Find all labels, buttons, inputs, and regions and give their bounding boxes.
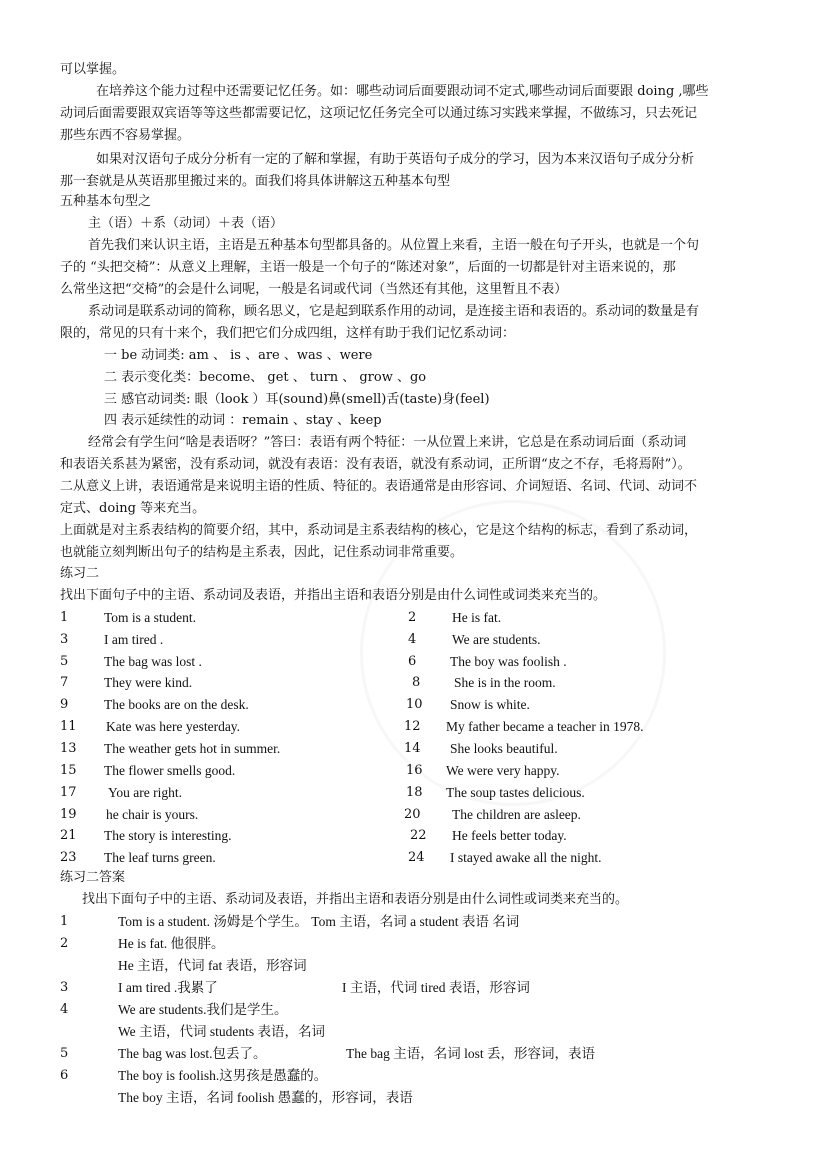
exercise-sentence: I am tired . <box>104 632 164 647</box>
exercise-number: 21 <box>60 828 77 843</box>
paragraph-line: 可以掌握。 <box>60 62 126 77</box>
exercise-number: 12 <box>404 719 421 734</box>
exercise-sentence: We are students. <box>452 632 541 647</box>
answer-number: 5 <box>60 1046 69 1061</box>
exercise-number: 6 <box>408 654 417 669</box>
verb-group-line: 二 表示变化类：become、 get 、 turn 、 grow 、go <box>104 370 427 385</box>
exercise-sentence: The bag was lost . <box>104 654 202 669</box>
paragraph-line: 如果对汉语句子成分分析有一定的了解和掌握，有助于英语句子成分的学习，因为本来汉语句子成分分析 <box>96 152 695 167</box>
answer-number: 4 <box>60 1002 69 1017</box>
exercise-number: 13 <box>60 741 77 756</box>
exercise-sentence: The children are asleep. <box>452 807 581 822</box>
exercise-sentence: He is fat. <box>452 610 502 625</box>
exercise-sentence: The weather gets hot in summer. <box>104 741 281 756</box>
answer-line: The boy is foolish.这男孩是愚蠢的。 <box>118 1068 328 1083</box>
section-subheading: 主（语）＋系（动词）＋表（语） <box>88 216 284 231</box>
exercise-number: 3 <box>60 632 69 647</box>
exercise-number: 2 <box>408 610 417 625</box>
exercise-number: 4 <box>408 632 417 647</box>
paragraph-line: 上面就是对主系表结构的简要介绍，其中，系动词是主系表结构的核心，它是这个结构的标志，看到了系动词， <box>60 523 698 538</box>
section-heading: 五种基本句型之 <box>60 194 152 209</box>
paragraph-line: 在培养这个能力过程中还需要记忆任务。如：哪些动词后面要跟动词不定式,哪些动词后面要跟 doing ,哪些 <box>96 84 709 99</box>
exercise-sentence: They were kind. <box>104 675 193 690</box>
answer-line: I am tired .我累了 <box>118 980 218 995</box>
exercise-sentence: I stayed awake all the night. <box>450 850 602 865</box>
exercise-sentence: She looks beautiful. <box>450 741 558 756</box>
verb-group-line: 三 感官动词类: 眼（look ）耳(sound)鼻(smell)舌(taste)身(feel) <box>104 392 490 407</box>
answer-detail: The boy 主语，名词 foolish 愚蠢的，形容词，表语 <box>118 1090 413 1105</box>
answer-detail: The bag 主语，名词 lost 丢，形容词，表语 <box>346 1046 595 1061</box>
paragraph-line: 定式、doing 等来充当。 <box>60 501 206 516</box>
answer-title: 练习二答案 <box>60 870 126 885</box>
answer-number: 1 <box>60 914 69 929</box>
exercise-number: 7 <box>60 675 69 690</box>
answer-instruction: 找出下面句子中的主语、系动词及表语，并指出主语和表语分别是由什么词性或词类来充当的。 <box>82 892 629 907</box>
exercise-number: 23 <box>60 850 77 865</box>
verb-group-line: 四 表示延续性的动词 ：remain 、stay 、keep <box>104 413 382 428</box>
exercise-number: 19 <box>60 807 77 822</box>
paragraph-line: 经常会有学生问“啥是表语呀？”答曰：表语有两个特征：一从位置上来讲，它总是在系动词后面（系动词 <box>88 435 687 450</box>
answer-number: 6 <box>60 1068 69 1083</box>
paragraph-line: 首先我们来认识主语，主语是五种基本句型都具备的。从位置上来看，主语一般在句子开头，也就是一个句 <box>88 238 700 253</box>
exercise-number: 10 <box>406 697 423 712</box>
exercise-number: 17 <box>60 785 77 800</box>
exercise-sentence: he chair is yours. <box>106 807 199 822</box>
answer-number: 2 <box>60 936 69 951</box>
paragraph-line: 动词后面需要跟双宾语等等这些都需要记忆，这项记忆任务完全可以通过练习实践来掌握，不做练习，只去死记 <box>60 106 698 121</box>
exercise-sentence: Snow is white. <box>450 697 530 712</box>
exercise-number: 15 <box>60 763 77 778</box>
paragraph-line: 也就能立刻判断出句子的结构是主系表，因此，记住系动词非常重要。 <box>60 545 464 560</box>
exercise-sentence: The flower smells good. <box>104 763 236 778</box>
answer-line: The bag was lost.包丢了。 <box>118 1046 267 1061</box>
exercise-title: 练习二 <box>60 566 100 581</box>
exercise-sentence: Kate was here yesterday. <box>106 719 241 734</box>
paragraph-line: 二从意义上讲，表语通常是来说明主语的性质、特征的。表语通常是由形容词、介词短语、名词、代词、动词不 <box>60 479 698 494</box>
answer-line: We are students.我们是学生。 <box>118 1002 288 1017</box>
answer-detail: We 主语，代词 students 表语，名词 <box>118 1024 326 1039</box>
answer-line: He is fat. 他很胖。 <box>118 936 225 951</box>
answer-detail: He 主语，代词 fat 表语，形容词 <box>118 958 307 973</box>
exercise-sentence: You are right. <box>108 785 182 800</box>
paragraph-line: 那一套就是从英语那里搬过来的。面我们将具体讲解这五种基本句型 <box>60 174 451 189</box>
exercise-number: 20 <box>404 807 421 822</box>
exercise-sentence: The soup tastes delicious. <box>446 785 585 800</box>
exercise-sentence: The boy was foolish . <box>450 654 567 669</box>
exercise-sentence: The story is interesting. <box>104 828 232 843</box>
exercise-sentence: He feels better today. <box>452 828 567 843</box>
answer-detail: I 主语，代词 tired 表语，形容词 <box>342 980 530 995</box>
verb-group-line: 一 be 动词类: am 、 is 、are 、was 、were <box>104 348 373 363</box>
answer-line: Tom is a student. 汤姆是个学生。 Tom 主语，名词 a student 表语 名词 <box>118 914 520 929</box>
exercise-number: 18 <box>406 785 423 800</box>
exercise-sentence: The books are on the desk. <box>104 697 249 712</box>
paragraph-line: 么常坐这把“交椅”的会是什么词呢，一般是名词或代词（当然还有其他，这里暂且不表） <box>60 282 568 297</box>
exercise-sentence: The leaf turns green. <box>104 850 216 865</box>
exercise-number: 1 <box>60 610 69 625</box>
exercise-instruction: 找出下面句子中的主语、系动词及表语，并指出主语和表语分别是由什么词性或词类来充当的。 <box>60 588 607 603</box>
exercise-number: 14 <box>404 741 421 756</box>
exercise-number: 16 <box>406 763 423 778</box>
paragraph-line: 子的 “头把交椅”：从意义上理解，主语一般是一个句子的“陈述对象”，后面的一切都是针对主语来说的，那 <box>60 260 676 275</box>
exercise-number: 24 <box>408 850 425 865</box>
exercise-sentence: My father became a teacher in 1978. <box>446 719 644 734</box>
exercise-number: 22 <box>410 828 427 843</box>
answer-number: 3 <box>60 980 69 995</box>
paragraph-line: 系动词是联系动词的简称，顾名思义，它是起到联系作用的动词，是连接主语和表语的。系动词的数量是有 <box>88 304 700 319</box>
exercise-number: 11 <box>60 719 77 734</box>
exercise-sentence: She is in the room. <box>454 675 556 690</box>
exercise-number: 9 <box>60 697 69 712</box>
paragraph-line: 和表语关系甚为紧密，没有系动词，就没有表语：没有表语，就没有系动词，正所谓“皮之不存，毛将焉附”）。 <box>60 457 691 472</box>
exercise-number: 8 <box>412 675 421 690</box>
exercise-sentence: Tom is a student. <box>104 610 197 625</box>
paragraph-line: 那些东西不容易掌握。 <box>60 128 191 143</box>
exercise-number: 5 <box>60 654 69 669</box>
paragraph-line: 限的，常见的只有十来个，我们把它们分成四组，这样有助于我们记忆系动词： <box>60 326 516 341</box>
exercise-sentence: We were very happy. <box>446 763 560 778</box>
